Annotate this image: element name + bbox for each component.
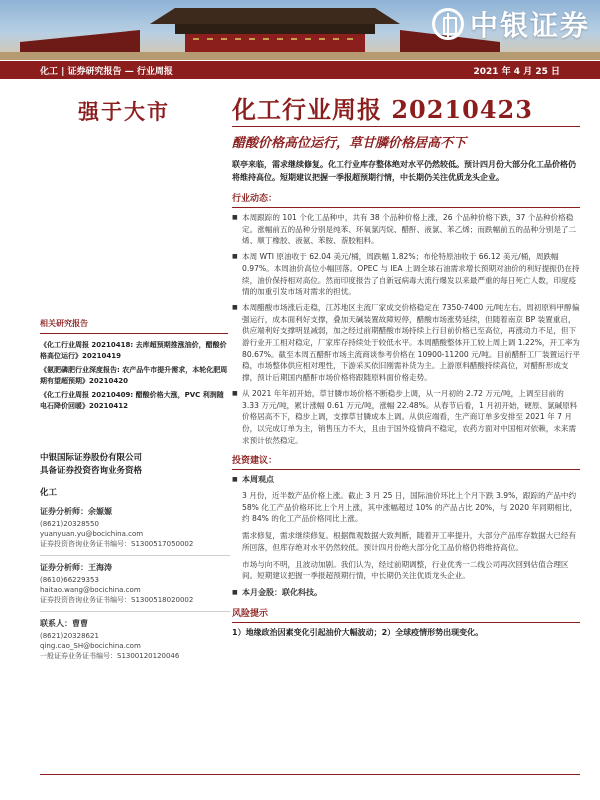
summary-paragraph: 联亭来临，需求继续修复。化工行业库存整体绝对水平仍然较低。预计四月份大部分化工品价格仍将维持高位。短期建议把握一季报超预期行情，中长期仍关注优质龙头企业。 — [232, 160, 576, 182]
dynamics-divider — [232, 207, 580, 208]
report-header-strip — [0, 61, 600, 79]
related-reports-divider — [40, 333, 228, 334]
related-reports-heading: 相关研究报告 — [40, 319, 88, 328]
dynamics-item: ■ 本周跟踪的 101 个化工品种中，共有 38 个品种价格上涨，26 个品种价格下跌，37 个品种价格稳定。涨幅前五的品种分别是纯苯、环氧氯丙烷、醋酐、液氯、苯乙烯；而跌幅前五的品种分别是了二烯、顺丁橡胶、液氨、苯胺、萘胶粗料。 — [232, 212, 580, 247]
related-reports — [40, 318, 228, 415]
risk-heading: 风险提示 — [232, 608, 269, 619]
dynamics-heading: 行业动态： — [232, 194, 278, 204]
dynamics-item: ■ 从 2021 年年初开始，草甘膦市场价格不断稳步上调，从一月初的 2.72 万元/吨，上调至目前的 3.33 万元/吨，累计涨幅 0.61 万元/吨，涨幅 22.48%。从春节后看，1 月初开始，硬原、氯碱原料价格居高不下，稳步上调，支撑草甘膦成本上调。从供应端看，生产商订单多安排至 2021 年 7 月份，以完成订单为主，销售压力不大，且由于国外疫情尚不稳定，农药方面对中国相对依赖，未来需求预计依然稳定。 — [232, 388, 580, 447]
report-category: 化工 | 证券研究报告 — 行业周报 — [40, 66, 173, 77]
related-report-item[interactable]: 《氨肥磷肥行业深度报告: 农产品牛市提升需求，本轮化肥周期有望超预期》20210420 — [40, 366, 228, 385]
company-qualification: 具备证券投资咨询业务资格 — [40, 466, 143, 476]
analyst-card — [40, 562, 230, 612]
dynamics-item: ■ 本周醋酸市场涨后走稳，江苏地区主流厂家成交价格稳定在 7350-7400 元/吨左右。周初原料甲醇偏强运行，成本面利好支撑，叠加天碱装置故障短停，醋酸市场涨势延续，但随着南京 BP 装置重启，供应端利好支撑明显减弱，加之经过前期醋酸市场持续上行目前价格已至高位，再涨动力不足，但下游行业开工相对稳定，厂家库存持续处于较低水平。本周醋酸整体开工较上周上调 1.22%，开工率为 80.67%。截至本周五醋酐市场主流商谈参考价格在 10900-11200 元/吨。目前醋酐工厂装置运行平稳，市场整体供应相对理性，下游采买依旧刚需补货为主。上游原料醋酸持续高位，对醋酐形成支撑，预计后期国内醋酐市场价格将跟随原料面价格走势。 — [232, 302, 580, 384]
analyst-card — [40, 618, 230, 661]
analyst-divider — [40, 611, 230, 612]
report-date: 2021 年 4 月 25 日 — [473, 66, 560, 77]
footer-divider — [40, 774, 580, 775]
analyst-email[interactable]: haitao.wang@bocichina.com — [40, 586, 141, 594]
banner-ground — [0, 52, 600, 60]
brand-name: 中银证券 — [469, 9, 590, 42]
gold-stock-list — [232, 587, 580, 599]
related-report-item[interactable]: 《化工行业周报 20210418: 去库超预期推涨油价，醋酸价格高位运行》20210419 — [40, 341, 227, 360]
analyst-phone: (8621)20328621 — [40, 632, 99, 640]
analyst-email[interactable]: qing.cao_SH@bocichina.com — [40, 642, 141, 650]
title-divider — [232, 126, 580, 127]
advice-paragraph: 3 月份，近半数产品价格上涨。截止 3 月 25 日，国际油价环比上个月下跌 3.9%，跟踪的产品中约 58% 化工产品价格环比上个月上涨，其中涨幅超过 10% 的产品占比 20%，与 2020 年同期相比，约 84% 的化工产品价格同比上涨。 — [242, 491, 578, 524]
advice-divider — [232, 469, 580, 470]
page-subtitle: 醋酸价格高位运行，草甘膦价格居高不下 — [232, 136, 467, 151]
risk-divider — [232, 622, 580, 623]
rating-label: 强于大市 — [78, 99, 170, 124]
weekly-view-bullet: ■ 本周观点 — [232, 474, 580, 486]
analyst-license: 一般证券业务证书编号：S1300120120046 — [40, 652, 180, 660]
analyst-divider — [40, 555, 230, 556]
analyst-email[interactable]: yuanyuan.yu@bocichina.com — [40, 530, 144, 538]
related-reports-list — [40, 340, 228, 412]
analyst-role: 证券分析师：王海涛 — [40, 563, 112, 572]
risk-text: 1）地缘政治因素变化引起油价大幅波动；2）全球疫情形势出现变化。 — [232, 627, 484, 637]
dynamics-list — [232, 212, 580, 446]
dynamics-item: ■ 本周 WTI 原油收于 62.04 美元/桶，周跌幅 1.82%；布伦特原油收于 66.12 美元/桶，周跌幅 0.97%。本周油价高位小幅回落。OPEC 与 IEA 上调全球石油需求增长预期对油价的利好提振仍在持续，油价保持相对高位。然而印度报告了自新冠病毒大流行爆发以来最严重的每日死亡人数，印度疫情的加重引发市场对需求的担忧。 — [232, 251, 580, 298]
analyst-license: 证券投资咨询业务证书编号：S1300517050002 — [40, 540, 194, 548]
banner-roof — [150, 8, 400, 24]
analyst-card — [40, 506, 230, 556]
advice-paragraph: 市场与向不明，且波动加剧。我们认为，经过前期调整，行业优秀一二线公司再次回到估值合理区间。短期建议把握一季报超预期行情，中长期仍关注优质龙头企业。 — [242, 559, 569, 581]
analyst-phone: (8621)20328550 — [40, 520, 99, 528]
analyst-role: 联系人：曹曹 — [40, 619, 88, 628]
brand-logo — [432, 4, 590, 44]
company-info — [40, 452, 228, 478]
related-report-item[interactable]: 《化工行业周报 20210409: 醋酸价格大涨，PVC 利润随电石降价回暖》20210412 — [40, 391, 224, 410]
sector-label: 化工 — [40, 488, 58, 498]
analyst-phone: (8610)66229353 — [40, 576, 99, 584]
company-name: 中银国际证券股份有限公司 — [40, 453, 143, 463]
banner-roof-lower — [175, 24, 375, 34]
advice-heading: 投资建议： — [232, 456, 278, 467]
advice-paragraph: 需求修复，需求继续修复。根据微观数据大致判断，随着开工率提升，大部分产品库存数据大已经有所回落，但库存绝对水平仍然较低。预计四月份绝大部分化工品价格仍将维持高位。 — [242, 531, 577, 552]
bank-logo-icon — [432, 8, 464, 40]
report-body — [232, 158, 580, 639]
page-title: 化工行业周报 20210423 — [232, 95, 533, 124]
advice-list — [232, 474, 580, 486]
analyst-license: 证券投资咨询业务证书编号：S1300518020002 — [40, 596, 194, 604]
gold-stock-bullet: ■ 本月金股：联化科技。 — [232, 587, 580, 599]
header-banner — [0, 0, 600, 60]
analyst-role: 证券分析师：余嫄嫄 — [40, 507, 112, 516]
